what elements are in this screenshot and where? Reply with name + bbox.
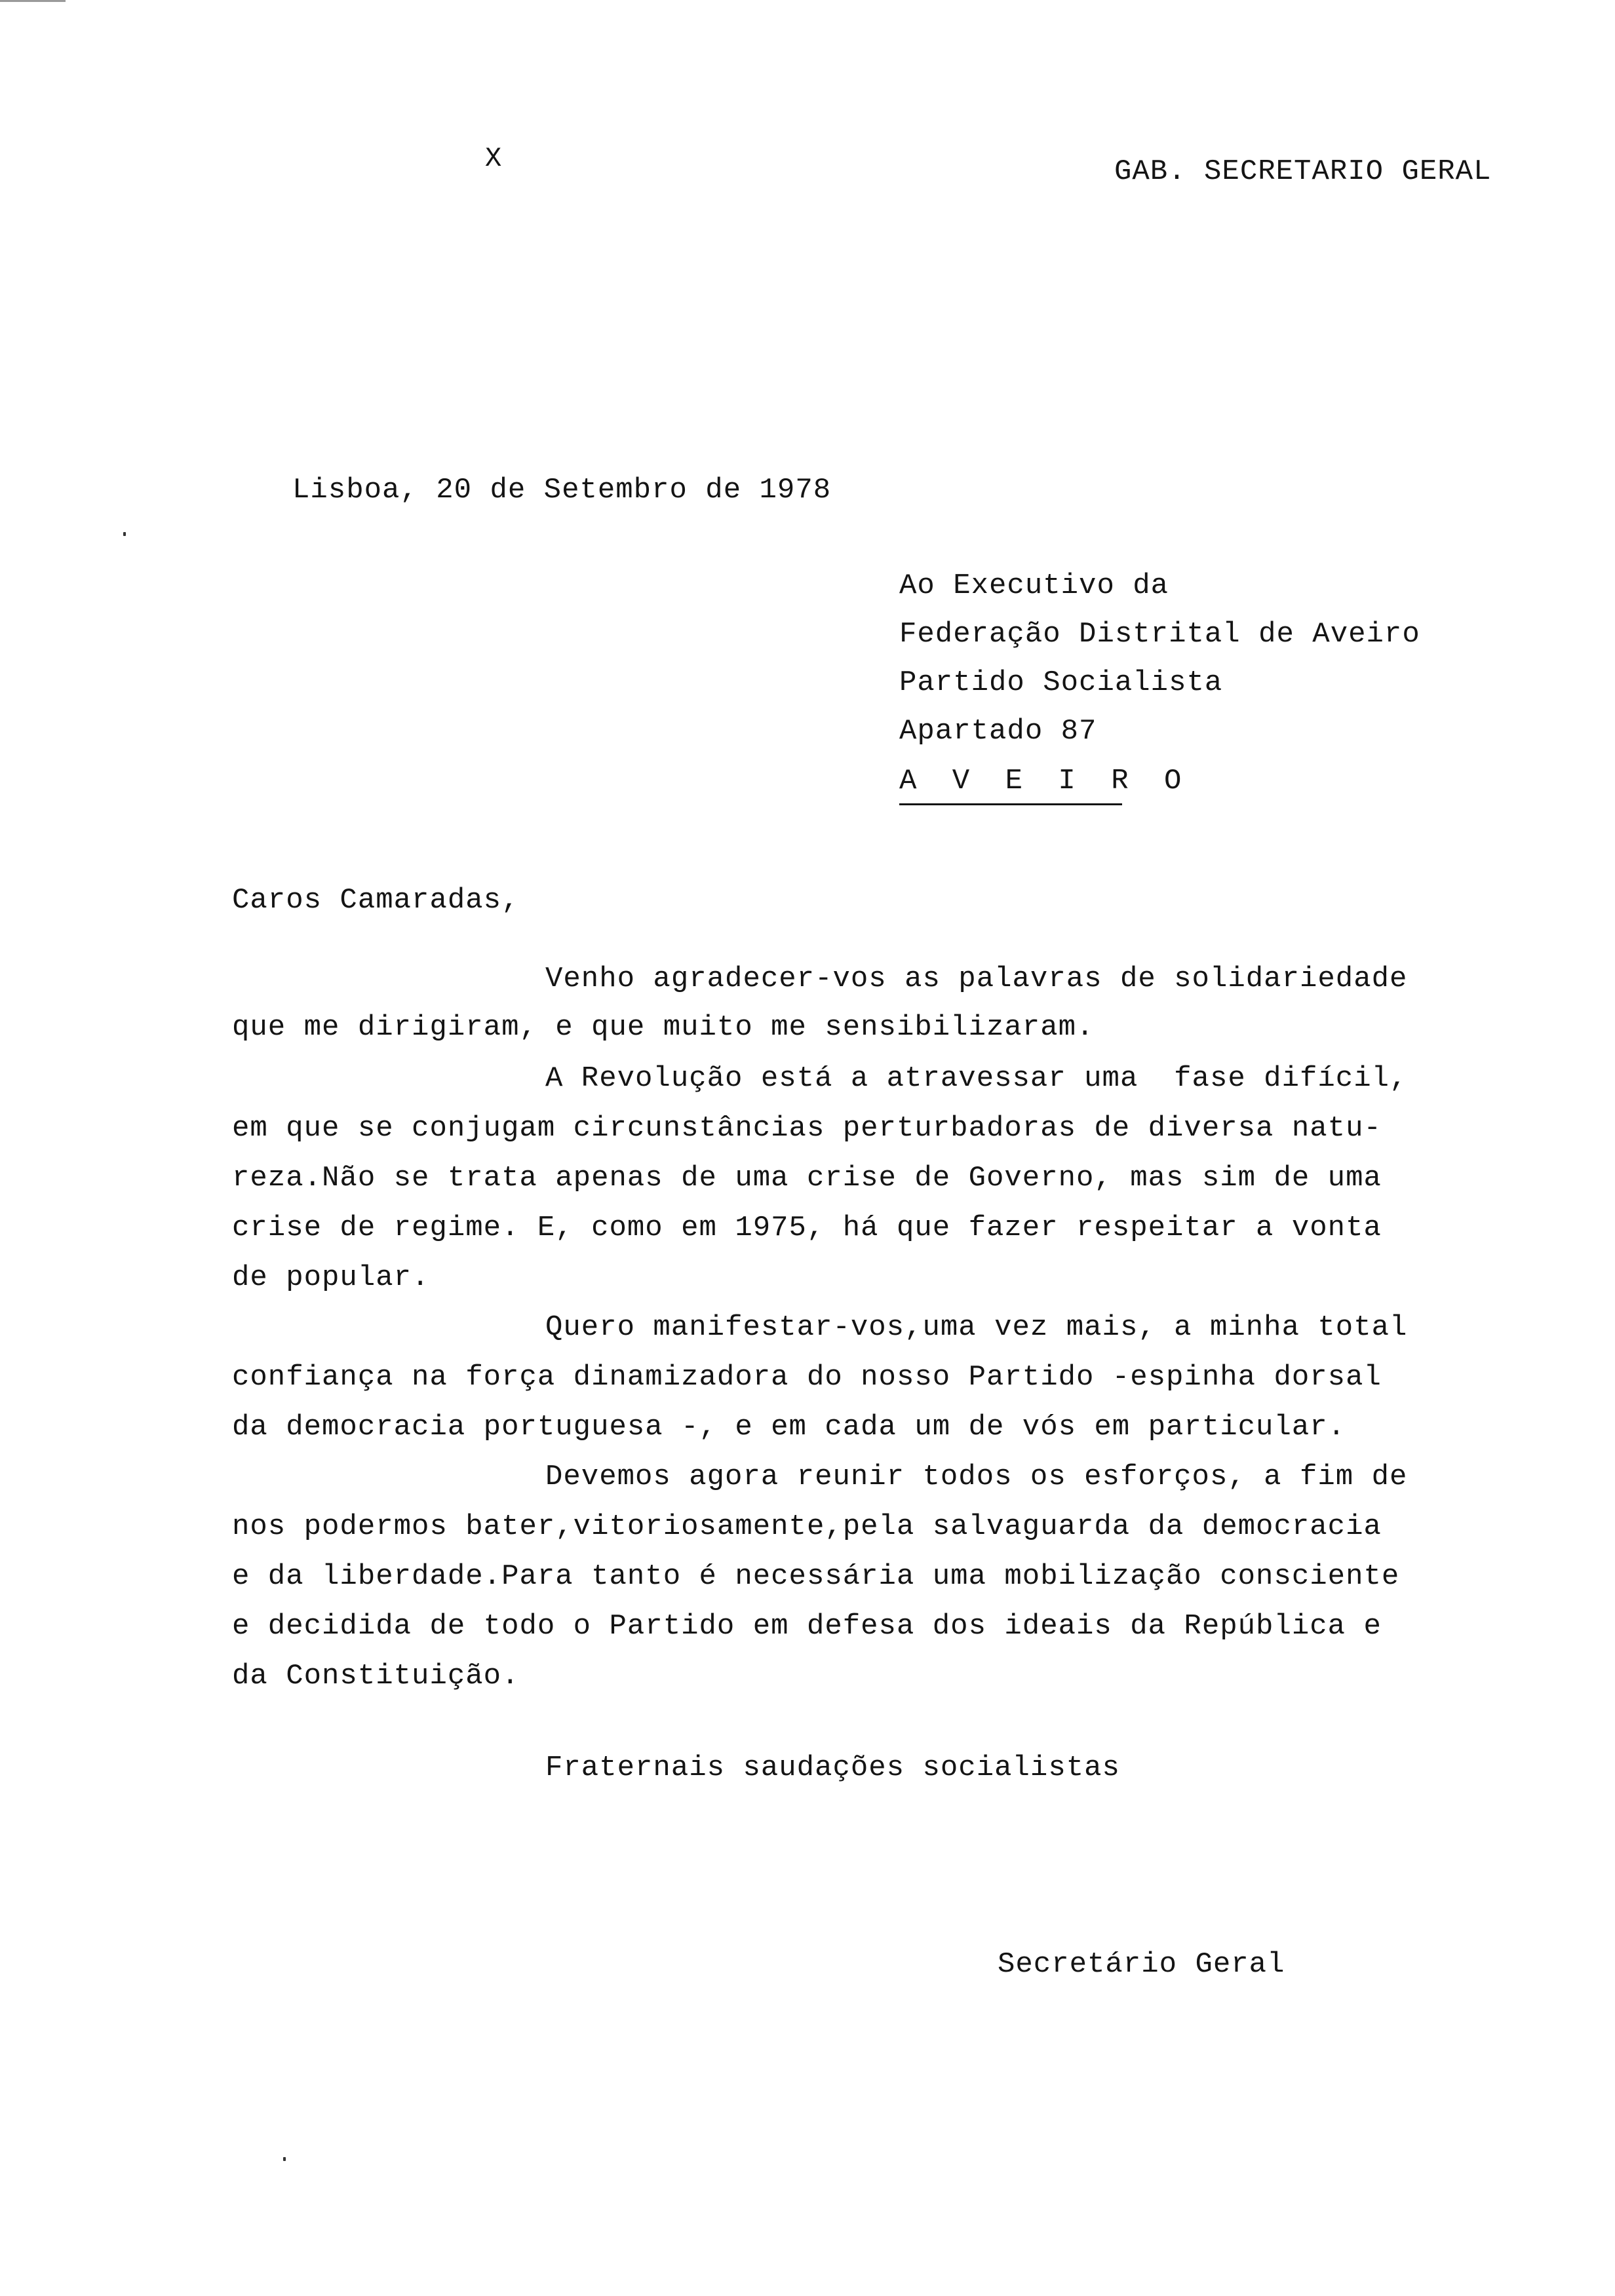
- paragraph-2-line-4: crise de regime. E, como em 1975, há que fazer respeitar a vonta: [232, 1212, 1382, 1244]
- date-line: Lisboa, 20 de Setembro de 1978: [292, 474, 832, 507]
- paragraph-1-line-1: Venho agradecer-vos as palavras de solidariedade: [545, 963, 1408, 995]
- scan-speck: [123, 532, 126, 536]
- recipient-line-1: Ao Executivo da: [899, 569, 1169, 602]
- paragraph-3-line-1: Quero manifestar-vos,uma vez mais, a minha total: [545, 1311, 1408, 1344]
- paragraph-3-line-3: da democracia portuguesa -, e em cada um de vós em particular.: [232, 1411, 1346, 1444]
- paragraph-4-line-3: e da liberdade.Para tanto é necessária uma mobilização consciente: [232, 1560, 1400, 1593]
- paragraph-4-line-2: nos podermos bater,vitoriosamente,pela salvaguarda da democracia: [232, 1510, 1382, 1543]
- recipient-line-3: Partido Socialista: [899, 666, 1223, 699]
- salutation: Caros Camaradas,: [232, 884, 520, 917]
- paragraph-4-line-5: da Constituição.: [232, 1660, 520, 1693]
- recipient-line-2: Federação Distrital de Aveiro: [899, 618, 1420, 651]
- city-underline: [899, 803, 1122, 805]
- office-heading: GAB. SECRETARIO GERAL: [1114, 155, 1492, 188]
- scan-speck: [283, 2157, 286, 2161]
- paragraph-4-line-4: e decidida de todo o Partido em defesa dos ideais da República e: [232, 1610, 1382, 1643]
- paragraph-2-line-3: reza.Não se trata apenas de uma crise de Governo, mas sim de uma: [232, 1162, 1382, 1195]
- signature-line: Secretário Geral: [998, 1948, 1285, 1981]
- top-edge-rule: [0, 0, 66, 2]
- header-mark: X: [485, 143, 503, 174]
- paragraph-2-line-2: em que se conjugam circunstâncias perturbadoras de diversa natu-: [232, 1112, 1382, 1145]
- paragraph-2-line-1: A Revolução está a atravessar uma fase difícil,: [545, 1062, 1408, 1095]
- paragraph-4-line-1: Devemos agora reunir todos os esforços, a fim de: [545, 1461, 1408, 1493]
- paragraph-2-line-5: de popular.: [232, 1261, 430, 1294]
- paragraph-1-line-2: que me dirigiram, e que muito me sensibilizaram.: [232, 1011, 1095, 1044]
- recipient-city: A V E I R O: [899, 765, 1191, 797]
- paragraph-3-line-2: confiança na força dinamizadora do nosso Partido -espinha dorsal: [232, 1361, 1382, 1394]
- recipient-line-4: Apartado 87: [899, 715, 1097, 748]
- closing-line: Fraternais saudações socialistas: [545, 1751, 1120, 1784]
